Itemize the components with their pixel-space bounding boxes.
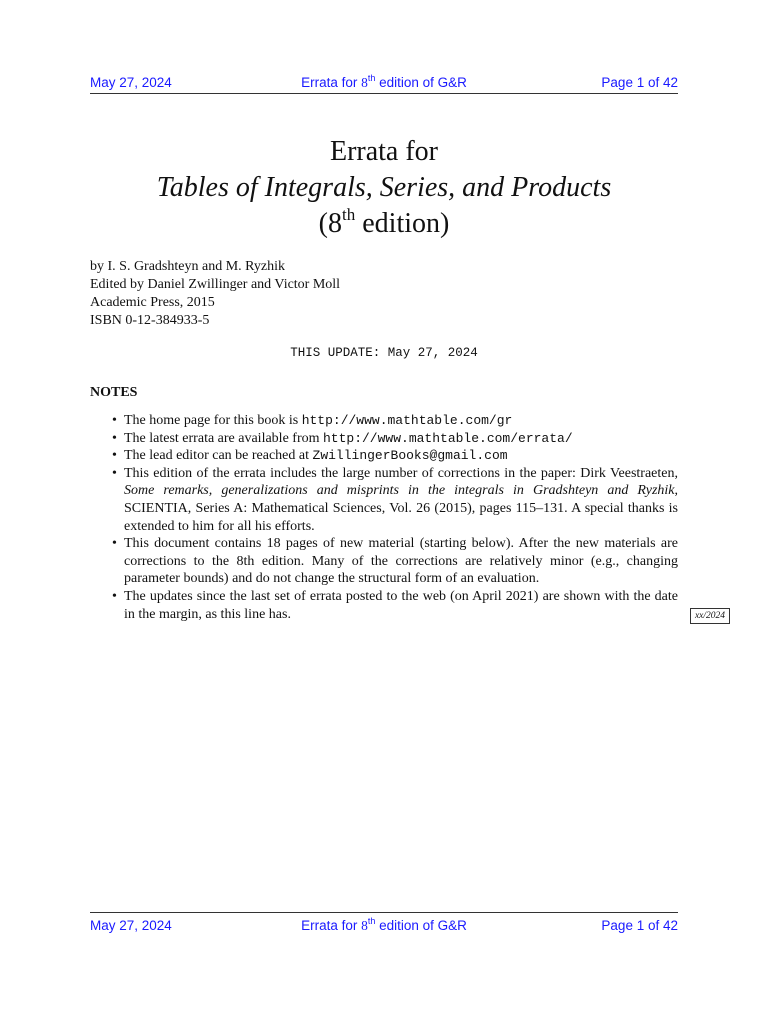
margin-date-tag: xx/2024 [690, 608, 730, 624]
list-item: • This document contains 18 pages of new material (starting below). After the new materials are corrections to the 8th edition. Many of the corrections are relatively minor (e.g., changing parameter bounds) and do not change the structural form of an evaluation. [112, 536, 678, 587]
page-header [90, 73, 678, 93]
errata-link[interactable]: http://www.mathtable.com/errata/ [323, 430, 573, 446]
bullet: • [112, 536, 117, 552]
bullet: • [112, 413, 117, 428]
footer-title: Errata for 8th edition of G&R [301, 916, 467, 933]
header-title: Errata for 8th edition of G&R [301, 73, 467, 90]
header-date: May 27, 2024 [90, 75, 172, 90]
document-title [90, 134, 678, 242]
publication-info [90, 258, 340, 330]
header-page-number: Page 1 of 42 [601, 75, 678, 90]
list-item: • This edition of the errata includes the large number of corrections in the paper: Dirk Veestraeten, Some remarks, generalizations and misprints in the integrals in Gradshteyn and Ryzhik, SCIENTIA, Series A: Mathematical Sciences, Vol. 26 (2015), pages 115–131. A special thanks is extended to him for all his efforts. [112, 465, 678, 534]
isbn: ISBN 0-12-384933-5 [90, 313, 210, 328]
header-rule [90, 93, 678, 94]
notes-list [90, 412, 678, 623]
footer-rule [90, 912, 678, 913]
bullet: • [112, 588, 117, 604]
list-item: • The lead editor can be reached at ZwillingerBooks@gmail.com [112, 448, 508, 464]
title-line-1: Errata for [329, 136, 439, 167]
home-page-link[interactable]: http://www.mathtable.com/gr [301, 413, 513, 428]
editors: Edited by Daniel Zwillinger and Victor Moll [90, 277, 341, 292]
bullet: • [112, 430, 117, 446]
authors: by I. S. Gradshteyn and M. Ryzhik [90, 259, 286, 274]
footer-date: May 27, 2024 [90, 918, 172, 933]
footer-page-number: Page 1 of 42 [601, 918, 678, 933]
update-line: THIS UPDATE: May 27, 2024 [290, 346, 478, 360]
editor-email-link[interactable]: ZwillingerBooks@gmail.com [312, 448, 508, 464]
bullet: • [112, 448, 117, 464]
book-title: Tables of Integrals, Series, and Products [156, 172, 612, 203]
list-item: • The home page for this book is http://www.mathtable.com/gr [112, 413, 513, 428]
list-item: • The updates since the last set of errata posted to the web (on April 2021) are shown with the date in the margin, as this line has. [112, 588, 678, 622]
bullet: • [112, 465, 117, 481]
notes-heading: NOTES [90, 385, 138, 400]
page-footer [90, 916, 678, 936]
list-item: • The latest errata are available from http://www.mathtable.com/errata/ [112, 430, 573, 446]
publisher: Academic Press, 2015 [90, 295, 215, 310]
paper-title: Some remarks, generalizations and misprints in the integrals in Gradshteyn and Ryzhik [124, 483, 675, 499]
edition-line: (8th edition) [318, 205, 450, 239]
